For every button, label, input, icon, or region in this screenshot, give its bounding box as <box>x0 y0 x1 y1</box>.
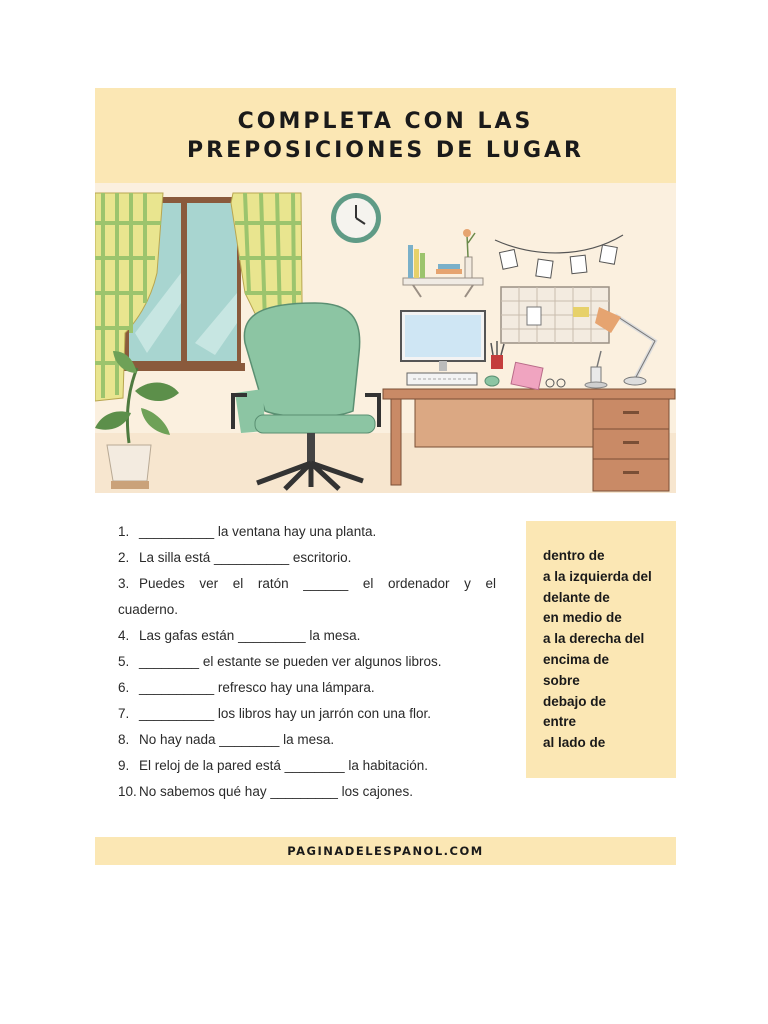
word-bank-item: encima de <box>543 651 610 667</box>
computer-monitor-icon <box>401 311 485 371</box>
footer-banner <box>95 837 676 865</box>
word-bank-item: debajo de <box>543 693 607 709</box>
exercise-item <box>118 649 496 675</box>
exercise-item <box>118 571 496 597</box>
wall-clock-icon <box>331 193 381 243</box>
word-bank-item: a la derecha del <box>543 631 645 647</box>
exercise-item <box>118 727 496 753</box>
exercise-text: Puedes ver el ratón ______ el ordenador y el <box>139 576 496 591</box>
exercise-text: __________ la ventana hay una planta. <box>139 524 377 539</box>
exercise-number: 8. <box>118 732 130 747</box>
exercise-number: 5. <box>118 654 130 669</box>
word-bank-item: al lado de <box>543 735 606 751</box>
exercise-text: La silla está __________ escritorio. <box>139 550 352 565</box>
exercise-list <box>118 519 496 805</box>
exercise-text: ________ el estante se pueden ver algunos libros. <box>139 654 442 669</box>
word-bank-item: sobre <box>543 672 580 688</box>
exercise-item <box>118 779 496 805</box>
exercise-text: Las gafas están _________ la mesa. <box>139 628 361 643</box>
exercise-number: 10. <box>118 784 137 799</box>
keyboard-icon <box>407 373 477 385</box>
title-line-1: COMPLETA CON LAS <box>237 108 534 134</box>
exercise-number: 6. <box>118 680 130 695</box>
mouse-icon <box>485 376 499 386</box>
worksheet-title <box>95 88 676 183</box>
exercise-text: __________ refresco hay una lámpara. <box>139 680 375 695</box>
exercise-number: 3. <box>118 576 130 591</box>
exercise-item <box>118 701 496 727</box>
word-bank-item: dentro de <box>543 548 605 563</box>
word-bank <box>526 521 676 778</box>
exercise-text-continuation: cuaderno. <box>118 602 179 617</box>
word-bank-item: delante de <box>543 589 610 605</box>
exercise-text: No hay nada ________ la mesa. <box>139 732 335 747</box>
title-line-2: PREPOSICIONES DE LUGAR <box>187 137 584 163</box>
exercise-number: 2. <box>118 550 130 565</box>
exercise-number: 7. <box>118 706 130 721</box>
exercise-number: 1. <box>118 524 130 539</box>
exercise-number: 9. <box>118 758 130 773</box>
exercise-item <box>118 675 496 701</box>
room-illustration <box>95 183 676 493</box>
exercise-text: __________ los libros hay un jarrón con una flor. <box>139 706 431 721</box>
exercise-item <box>118 519 496 545</box>
word-bank-item: a la izquierda del <box>543 568 652 584</box>
memo-board-icon <box>501 287 609 343</box>
footer-site-link[interactable]: PAGINADELESPANOL.COM <box>287 844 484 858</box>
exercise-text: No sabemos qué hay _________ los cajones. <box>139 784 413 799</box>
exercise-number: 4. <box>118 628 130 643</box>
exercise-item <box>118 753 496 779</box>
exercise-item <box>118 623 496 649</box>
exercise-item <box>118 545 496 571</box>
word-bank-item: entre <box>543 714 577 730</box>
exercise-text: El reloj de la pared está ________ la habitación. <box>139 758 428 773</box>
word-bank-item: en medio de <box>543 610 622 626</box>
